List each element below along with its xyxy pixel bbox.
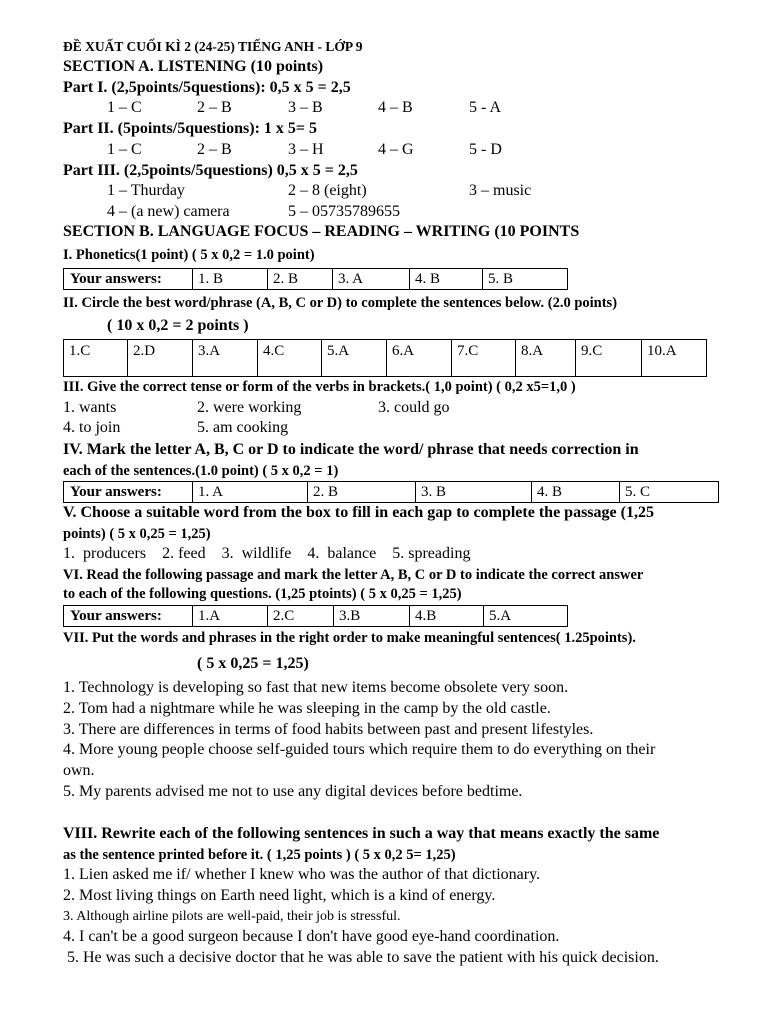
answers-label: Your answers: bbox=[64, 606, 193, 627]
sec6-heading-line1: VI. Read the following passage and mark the letter A, B, C or D to indicate the correct answer bbox=[63, 567, 644, 583]
section-a-heading: SECTION A. LISTENING (10 points) bbox=[63, 58, 324, 75]
sec7-heading: VII. Put the words and phrases in the right order to make meaningful sentences( 1.25points). bbox=[63, 630, 636, 646]
sec7-sentence: 5. My parents advised me not to use any digital devices before bedtime. bbox=[63, 783, 523, 800]
answer-item: 1 – Thurday bbox=[107, 182, 185, 199]
sec4-answer-table bbox=[63, 481, 719, 503]
answer-cell: 3. B bbox=[416, 482, 532, 503]
answer-item: 3. could go bbox=[378, 399, 450, 416]
answer-item: 4 – (a new) camera bbox=[107, 203, 230, 220]
answer-cell: 4. B bbox=[532, 482, 620, 503]
answer-item: 5 - D bbox=[469, 141, 502, 158]
sec7-sentence: 1. Technology is developing so fast that new items become obsolete very soon. bbox=[63, 679, 569, 696]
answer-item: 5 – 05735789655 bbox=[288, 203, 400, 220]
sec8-heading-line2: as the sentence printed before it. ( 1,25 points ) ( 5 x 0,2 5= 1,25) bbox=[63, 847, 456, 863]
sec8-sentence: 2. Most living things on Earth need light, which is a kind of energy. bbox=[63, 887, 496, 904]
answer-cell: 5. B bbox=[483, 269, 568, 290]
answer-cell: 1.A bbox=[193, 606, 268, 627]
answer-item: 4 – B bbox=[378, 99, 413, 116]
sec1-answer-table bbox=[63, 268, 568, 290]
answer-cell: 4. B bbox=[410, 269, 483, 290]
part3-heading: Part III. (2,5points/5questions) 0,5 x 5 = 2,5 bbox=[63, 162, 358, 179]
sec5-answers: 1. producers 2. feed 3. wildlife 4. balance 5. spreading bbox=[63, 545, 471, 562]
sec2-answer-table bbox=[63, 339, 707, 377]
sec7-score: ( 5 x 0,25 = 1,25) bbox=[197, 655, 309, 672]
sec8-heading-line1: VIII. Rewrite each of the following sentences in such a way that means exactly the same bbox=[63, 825, 660, 842]
sec2-heading: II. Circle the best word/phrase (A, B, C or D) to complete the sentences below. (2.0 points) bbox=[63, 295, 618, 311]
answer-cell: 1. A bbox=[193, 482, 308, 503]
answer-cell: 2. B bbox=[268, 269, 333, 290]
answer-cell: 4.B bbox=[410, 606, 484, 627]
answer-cell: 3. A bbox=[333, 269, 410, 290]
answer-cell: 3.B bbox=[334, 606, 410, 627]
answer-cell: 2. B bbox=[308, 482, 416, 503]
answer-cell: 8.A bbox=[516, 340, 576, 377]
answer-item: 2. were working bbox=[197, 399, 302, 416]
sec8-sentence: 3. Although airline pilots are well-paid, their job is stressful. bbox=[63, 909, 401, 924]
sec8-sentence: 5. He was such a decisive doctor that he was able to save the patient with his quick decision. bbox=[63, 949, 659, 966]
sec4-heading-line2: each of the sentences.(1.0 point) ( 5 x 0,2 = 1) bbox=[63, 463, 339, 479]
answer-cell: 5.A bbox=[322, 340, 387, 377]
document-title: ĐỀ XUẤT CUỐI KÌ 2 (24-25) TIẾNG ANH - LỚP 9 bbox=[63, 39, 363, 54]
answer-cell: 5.A bbox=[484, 606, 568, 627]
sec6-heading-line2: to each of the following questions. (1,25 ptoints) ( 5 x 0,25 = 1,25) bbox=[63, 586, 462, 602]
answer-item: 5 - A bbox=[469, 99, 501, 116]
answer-item: 3 – H bbox=[288, 141, 324, 158]
sec5-heading-line2: points) ( 5 x 0,25 = 1,25) bbox=[63, 526, 211, 542]
sec2-score: ( 10 x 0,2 = 2 points ) bbox=[107, 317, 249, 334]
answer-cell: 6.A bbox=[387, 340, 452, 377]
sec7-sentence: own. bbox=[63, 762, 95, 779]
answer-cell: 1. B bbox=[193, 269, 268, 290]
sec8-sentence: 1. Lien asked me if/ whether I knew who was the author of that dictionary. bbox=[63, 866, 541, 883]
answer-cell: 1.C bbox=[64, 340, 128, 377]
answer-item: 3 – B bbox=[288, 99, 323, 116]
answers-label: Your answers: bbox=[64, 269, 193, 290]
sec7-sentence: 3. There are differences in terms of food habits between past and present lifestyles. bbox=[63, 721, 594, 738]
sec8-sentence: 4. I can't be a good surgeon because I don't have good eye-hand coordination. bbox=[63, 928, 560, 945]
answers-label: Your answers: bbox=[64, 482, 193, 503]
answer-item: 5. am cooking bbox=[197, 419, 289, 436]
sec4-heading-line1: IV. Mark the letter A, B, C or D to indicate the word/ phrase that needs correction in bbox=[63, 441, 639, 458]
answer-cell: 3.A bbox=[193, 340, 258, 377]
answer-cell: 7.C bbox=[452, 340, 516, 377]
sec3-heading: III. Give the correct tense or form of the verbs in brackets.( 1,0 point) ( 0,2 x5=1,0 ) bbox=[63, 379, 576, 395]
sec6-answer-table bbox=[63, 605, 568, 627]
answer-cell: 4.C bbox=[258, 340, 322, 377]
answer-item: 1 – C bbox=[107, 141, 142, 158]
part2-heading: Part II. (5points/5questions): 1 x 5= 5 bbox=[63, 120, 318, 137]
section-b-heading: SECTION B. LANGUAGE FOCUS – READING – WRITING (10 POINTS bbox=[63, 223, 580, 240]
answer-item: 1. wants bbox=[63, 399, 117, 416]
sec7-sentence: 4. More young people choose self-guided tours which require them to do everything on their bbox=[63, 741, 656, 758]
answer-item: 3 – music bbox=[469, 182, 532, 199]
answer-item: 4. to join bbox=[63, 419, 121, 436]
answer-cell: 9.C bbox=[576, 340, 642, 377]
answer-cell: 2.D bbox=[128, 340, 193, 377]
sec7-sentence: 2. Tom had a nightmare while he was sleeping in the camp by the old castle. bbox=[63, 700, 551, 717]
answer-cell: 2.C bbox=[268, 606, 334, 627]
answer-item: 2 – 8 (eight) bbox=[288, 182, 367, 199]
answer-item: 2 – B bbox=[197, 141, 232, 158]
answer-item: 2 – B bbox=[197, 99, 232, 116]
answer-item: 4 – G bbox=[378, 141, 414, 158]
answer-cell: 10.A bbox=[642, 340, 707, 377]
answer-cell: 5. C bbox=[620, 482, 719, 503]
sec1-heading: I. Phonetics(1 point) ( 5 x 0,2 = 1.0 point) bbox=[63, 247, 315, 263]
sec5-heading-line1: V. Choose a suitable word from the box to fill in each gap to complete the passage (1,25 bbox=[63, 504, 654, 521]
part1-heading: Part I. (2,5points/5questions): 0,5 x 5 = 2,5 bbox=[63, 79, 351, 96]
answer-item: 1 – C bbox=[107, 99, 142, 116]
